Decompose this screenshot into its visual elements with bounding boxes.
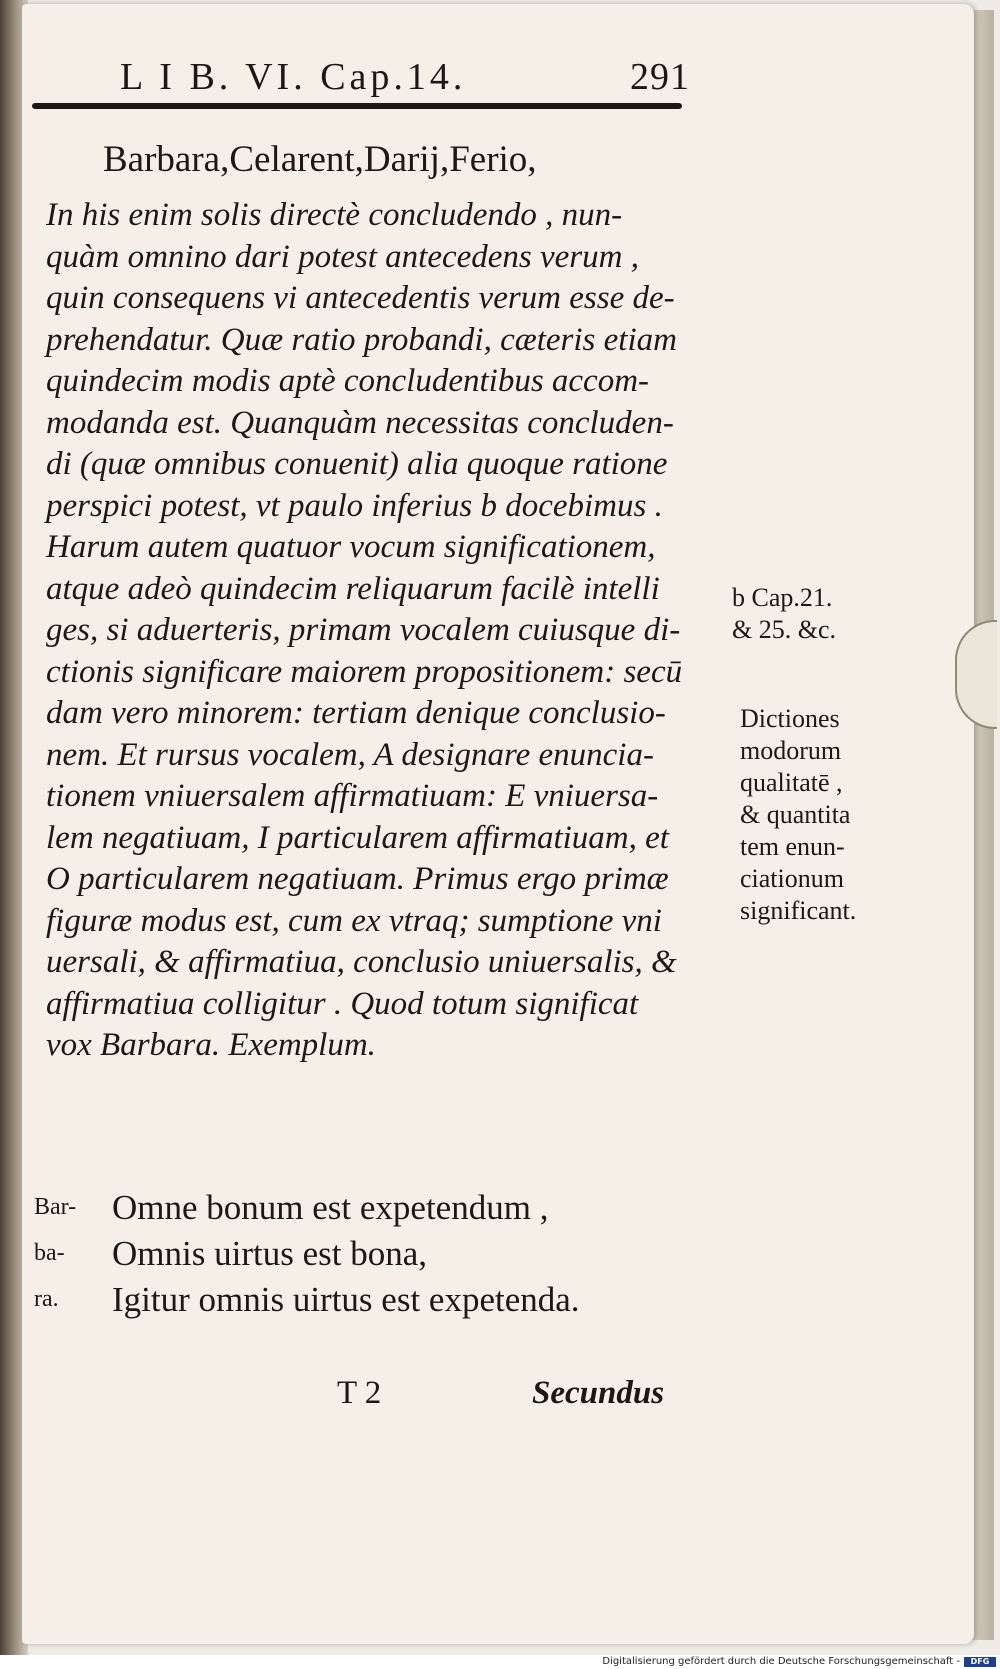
premise-text: Omne bonum est expetendum , (112, 1188, 549, 1227)
text-line: nem. Et rursus vocalem, A designare enuncia- (46, 736, 654, 773)
text-line: modanda est. Quanquàm necessitas concluden- (46, 404, 674, 441)
text-line: ges, si aduerteris, primam vocalem cuiusque di- (46, 612, 681, 648)
credit-text: Digitalisierung gefördert durch die Deutsche Forschungsgemeinschaft - (602, 1656, 960, 1667)
syllable-label: ra. (34, 1286, 59, 1312)
margin-note-line: & quantita (740, 800, 851, 829)
margin-note-line: Dictiones (740, 704, 840, 733)
text-line: O particularem negatiuam. Primus ergo primæ (46, 861, 669, 897)
header-rule (32, 103, 682, 109)
dfg-logo-icon: DFG (964, 1657, 996, 1667)
text-line: dam vero minorem: tertiam denique conclusio- (46, 695, 666, 731)
main-text-block (46, 195, 696, 1067)
running-head-text: L I B. VI. Cap.14. (120, 56, 467, 98)
text-line: tionem vniuersalem affirmatiuam: E vniuersa- (46, 778, 659, 814)
mood-names-line: Barbara,Celarent,Darij,Ferio, (103, 139, 537, 180)
digitization-credit-bar (0, 1655, 1000, 1669)
syllable-label: Bar- (34, 1194, 77, 1220)
catchword: Secundus (532, 1375, 665, 1411)
margin-note-line: modorum (740, 736, 842, 765)
text-line: ctionis significare maiorem propositionem: secū (46, 653, 683, 690)
text-line: atque adeò quindecim reliquarum facilè intelli (46, 570, 660, 607)
premise-text: Omnis uirtus est bona, (112, 1234, 427, 1273)
margin-note-line: qualitatē , (740, 768, 843, 797)
margin-note-reference (732, 582, 836, 646)
margin-note-line: b Cap.21. (732, 583, 833, 612)
text-line: Harum autem quatuor vocum significationem, (46, 529, 656, 565)
conclusion-text: Igitur omnis uirtus est expetenda. (112, 1280, 580, 1319)
text-line: quindecim modis aptè concludentibus accom- (46, 363, 650, 399)
signature-mark: T 2 (337, 1375, 382, 1411)
text-line: lem negatiuam, I particularem affirmatiuam, et (46, 819, 669, 856)
margin-note-line: tem enun- (740, 832, 845, 861)
text-line: di (quæ omnibus conuenit) alia quoque ratione (46, 446, 668, 482)
page-fore-edge-shadow (972, 10, 994, 1640)
syllable-label: ba- (34, 1240, 65, 1266)
page-number: 291 (630, 56, 690, 98)
text-line: quàm omnino dari potest antecedens verum , (46, 238, 639, 275)
text-line: affirmatiua colligitur . Quod totum significat (46, 985, 639, 1022)
text-line: In his enim solis directè concludendo , nun- (46, 197, 623, 233)
text-line: figuræ modus est, cum ex vtraq; sumptione vni (46, 902, 662, 939)
running-header (120, 55, 690, 100)
text-line: uersali, & affirmatiua, conclusio uniuersalis, & (46, 944, 677, 980)
margin-note-line: ciationum (740, 864, 844, 893)
text-line: quin consequens vi antecedentis verum esse de- (46, 280, 675, 316)
margin-note-dictiones (740, 703, 856, 927)
text-line: perspici potest, vt paulo inferius b docebimus . (46, 487, 663, 524)
margin-note-line: & 25. &c. (732, 615, 836, 644)
margin-note-line: significant. (740, 896, 857, 925)
text-line: prehendatur. Quæ ratio probandi, cæteris etiam (46, 321, 677, 358)
text-line: vox Barbara. Exemplum. (46, 1027, 376, 1063)
